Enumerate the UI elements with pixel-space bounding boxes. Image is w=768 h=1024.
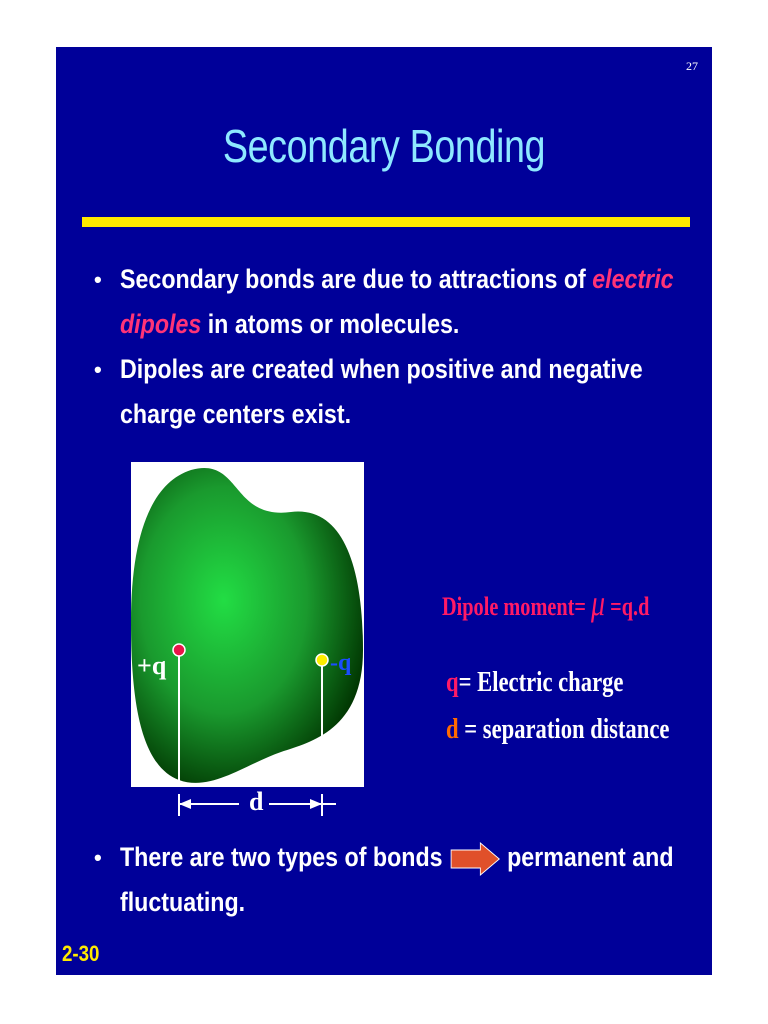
bullet-item [82, 835, 702, 925]
bullet-dot: • [94, 267, 102, 292]
slide [56, 47, 712, 975]
bullet-text-line2 [120, 302, 459, 347]
formula-suffix: =q.d [610, 592, 650, 621]
bullet-text-line2: fluctuating. [120, 887, 246, 917]
emphasis-electric: electric [592, 264, 674, 294]
dipole-figure [131, 462, 364, 787]
formula-prefix: Dipole moment= [442, 592, 586, 621]
right-arrow-icon [449, 841, 501, 877]
bonds-lead: There are two types of bonds [120, 842, 443, 872]
dipole-diagram [131, 462, 364, 787]
formula-legend [446, 659, 669, 753]
title-underline [82, 217, 690, 227]
bullet-text-line2: charge centers exist. [120, 399, 352, 429]
q-symbol: q [446, 666, 459, 698]
bullet-dot: • [94, 357, 102, 382]
page-number: 27 [686, 59, 698, 73]
d-description: = separation distance [458, 713, 670, 745]
q-description: = Electric charge [458, 666, 624, 698]
legend-d [446, 706, 669, 753]
legend-q [446, 659, 669, 706]
bullet-dot: • [94, 845, 102, 870]
mu-symbol: μ [590, 583, 606, 623]
dipole-moment-formula [442, 582, 649, 624]
bullet-tail: in atoms or molecules. [201, 309, 460, 339]
bullet-text [120, 257, 674, 302]
bullet-list [82, 257, 702, 437]
negative-charge-dot [316, 654, 328, 666]
slide-id: 2-30 [62, 941, 100, 966]
d-symbol: d [446, 713, 459, 745]
emphasis-dipoles: dipoles [120, 309, 202, 339]
bullet-item-types [82, 835, 702, 925]
bullet-lead: Secondary bonds are due to attractions of [120, 264, 593, 294]
minus-q-label: -q [330, 650, 352, 676]
slide-title: Secondary Bonding [222, 120, 546, 172]
bullet-item [82, 347, 702, 437]
plus-q-label: +q [137, 651, 167, 680]
positive-charge-dot [173, 644, 185, 656]
bonds-after: permanent and [507, 842, 674, 872]
bullet-text [120, 835, 674, 880]
bullet-item [82, 257, 702, 347]
bullet-text: Dipoles are created when positive and negative [120, 354, 643, 384]
charge-blob [131, 468, 363, 783]
distance-label: d [249, 787, 264, 816]
